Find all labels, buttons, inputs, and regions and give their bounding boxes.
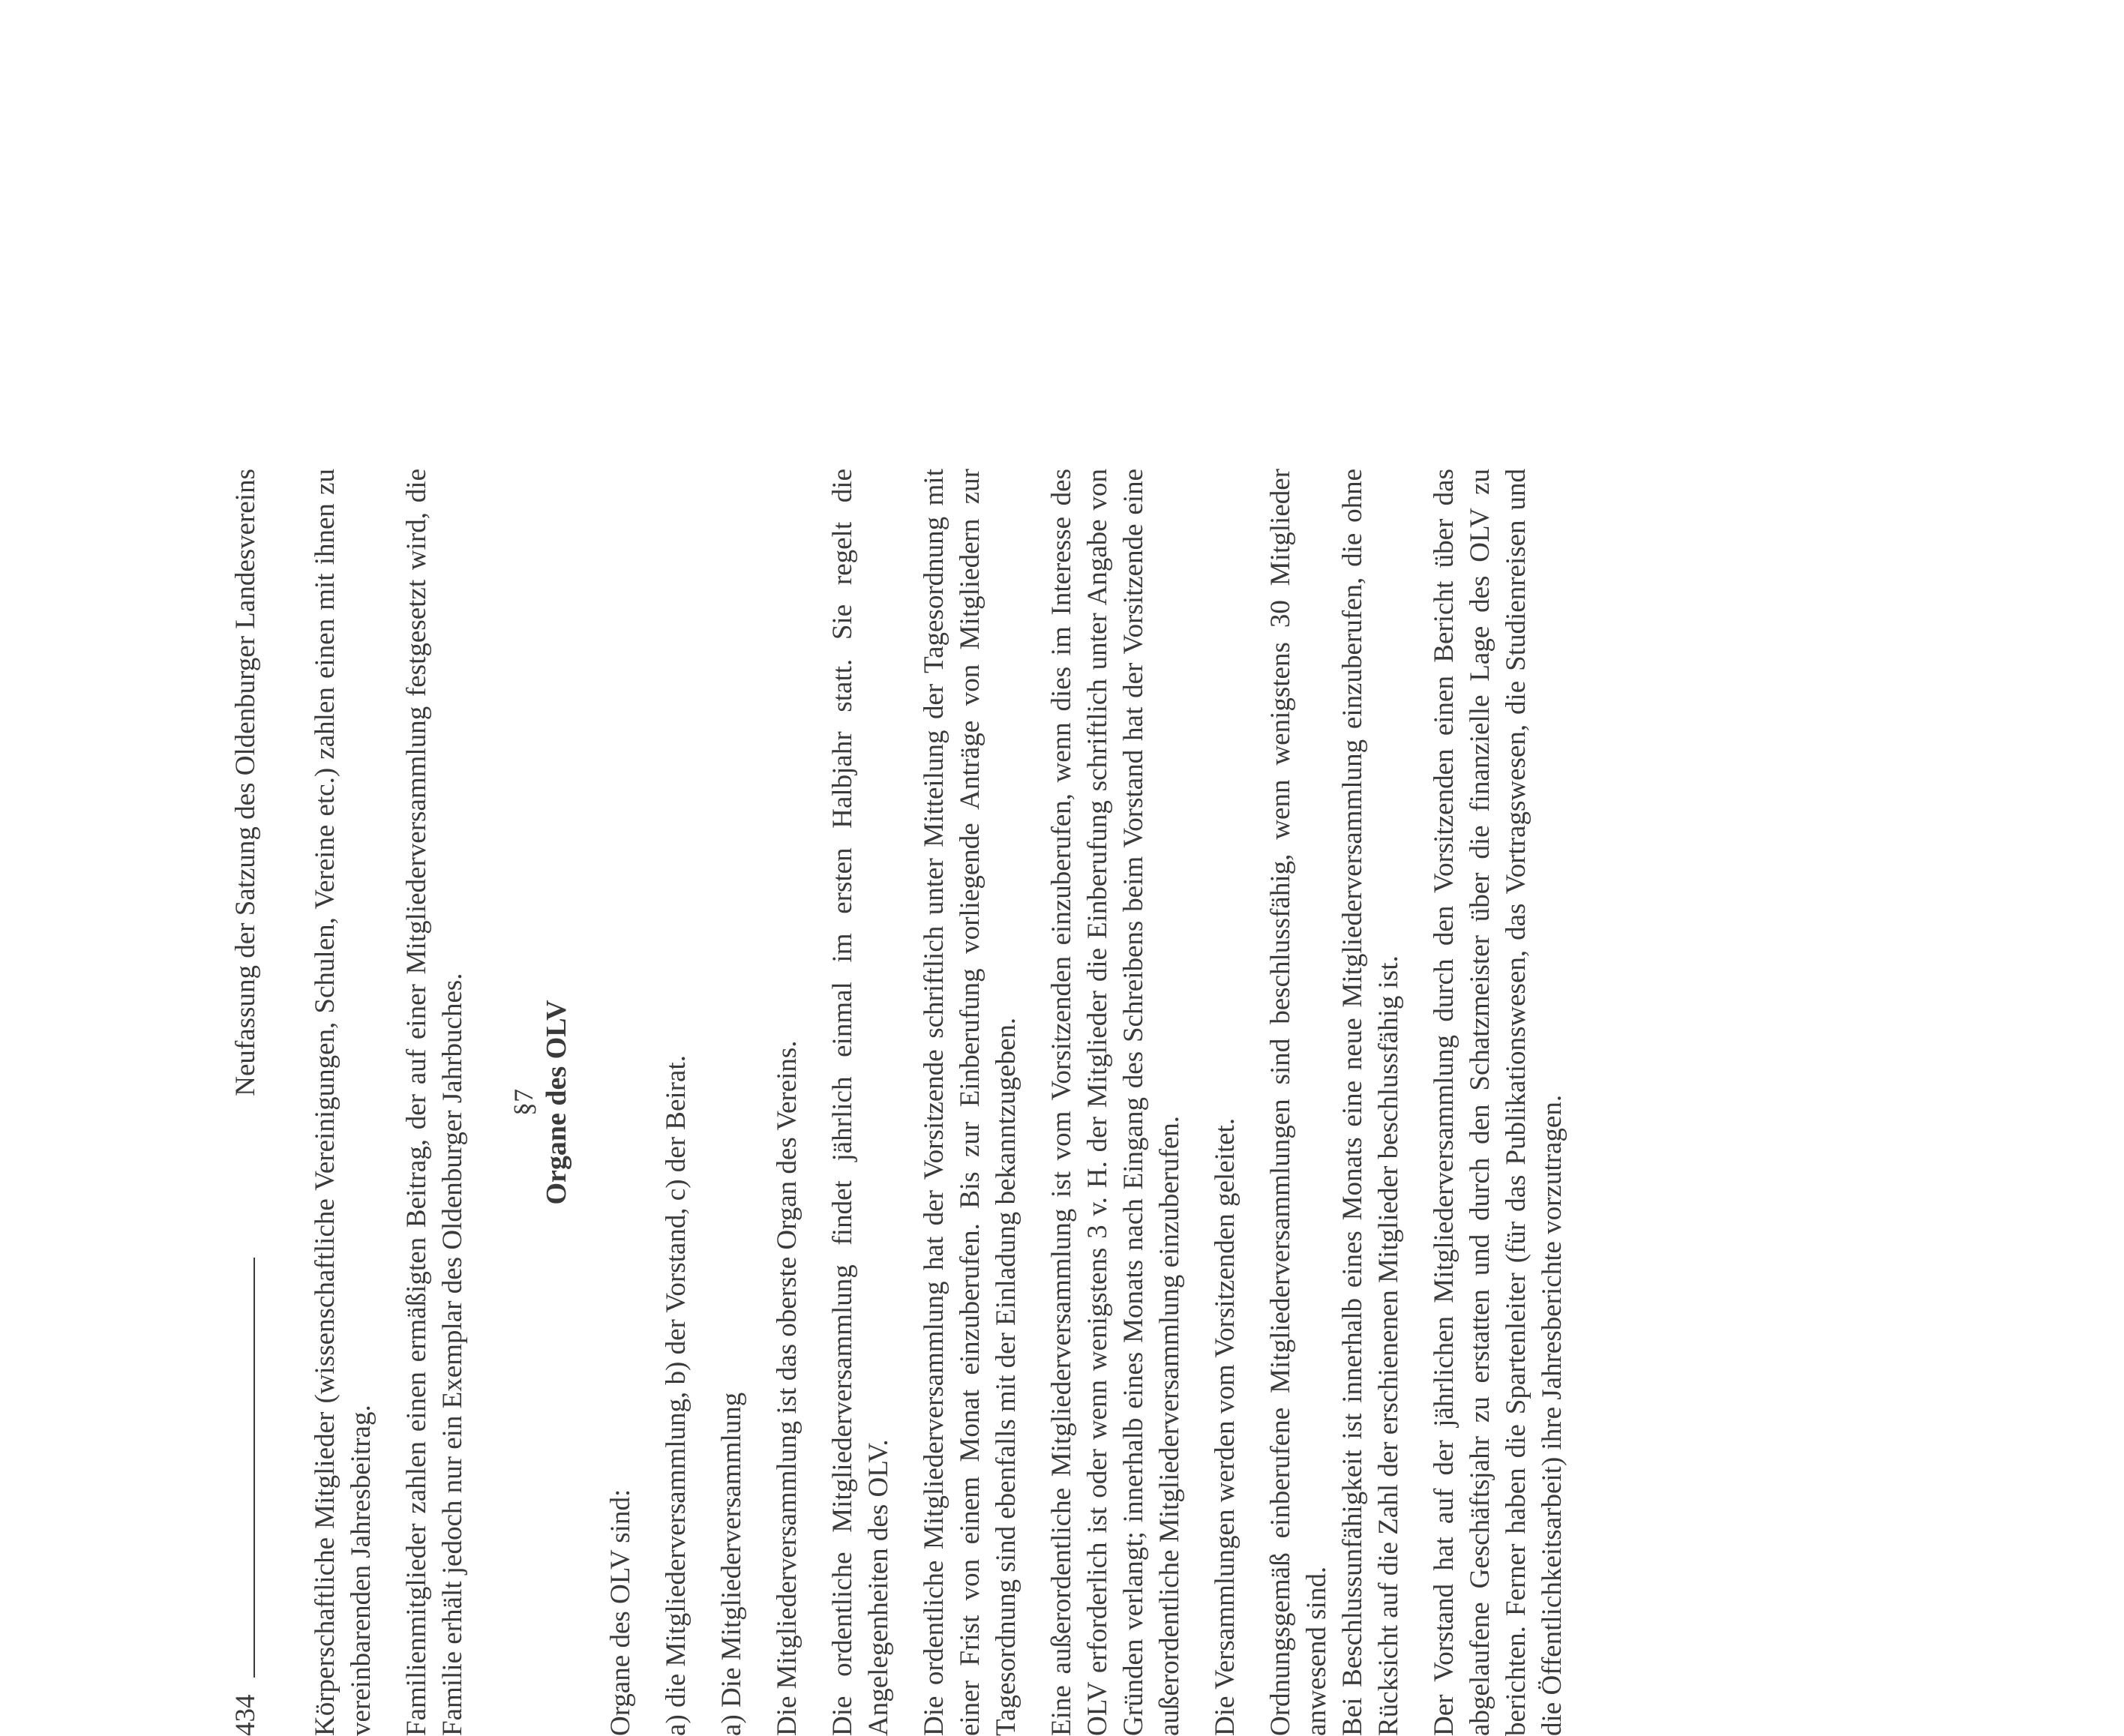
paragraph-subheading-assembly: a) Die Mitgliederversammlung <box>714 469 750 1736</box>
paragraph-convocation: Die ordentliche Mitgliederversammlung hat der Vorsitzende schriftlich unter Mitteilung der Tagesordnung mit einer Frist von einem Monat einzuberufen. Bis zur Einberufung vorliegende Anträge von Mitgliedern zur Tagesordnung sind ebenfalls mit der Einladung bekanntzugeben. <box>916 469 1024 1736</box>
page-header <box>225 469 264 1736</box>
document-page <box>225 469 1905 1736</box>
paragraph-assembly-supreme: Die Mitgliederversammlung ist das oberste Organ des Vereins. <box>770 469 806 1736</box>
section-title: Organe des OLV <box>540 469 573 1736</box>
paragraph-organs-intro: Organe des OLV sind: <box>603 469 639 1736</box>
paragraph-quorum: Ordnungsgemäß einberufene Mitgliederversammlungen sind beschlussfähig, wenn wenigstens 30 Mitglieder anwesend sind. Bei Beschlussunfähigkeit ist innerhalb eines Monats eine neue Mitgliederversammlung einzuberufen, die ohne Rücksicht auf die Zahl der erschienenen Mitglieder beschlussfähig ist. <box>1263 469 1407 1736</box>
paragraph-reports: Der Vorstand hat auf der jährlichen Mitgliederversammlung durch den Vorsitzenden einen Bericht über das abgelaufene Geschäftsjahr zu erstatten und durch den Schatzmeister über die finanzielle Lage des OLV zu berichten. Ferner haben die Spartenleiter (für das Publikationswesen, das Vortragswesen, die Studienreisen und die Öffentlichkeitsarbeit) ihre Jahresberichte vorzutragen. <box>1426 469 1570 1736</box>
page-number: 434 <box>228 1695 264 1736</box>
section-heading <box>507 469 573 1736</box>
running-title: Neufassung der Satzung des Oldenburger Landesvereins <box>228 469 264 1242</box>
section-number: §7 <box>507 469 540 1736</box>
paragraph-ordinary-assembly: Die ordentliche Mitgliederversammlung findet jährlich einmal im ersten Halbjahr statt. Sie regelt die Angelegenheiten des OLV. <box>825 469 897 1736</box>
paragraph-chairing: Die Versammlungen werden vom Vorsitzenden geleitet. <box>1208 469 1244 1736</box>
paragraph-membership-corporate: Körperschaftliche Mitglieder (wissenschaftliche Vereinigungen, Schulen, Vereine etc.) zahlen einen mit ihnen zu vereinbarenden Jahresbeitrag. <box>308 469 380 1736</box>
paragraph-extraordinary-assembly: Eine außerordentliche Mitgliederversammlung ist vom Vorsitzenden einzuberufen, wenn dies im Interesse des OLV erforderlich ist oder wenn wenigstens 3 v. H. der Mitglieder die Einberufung schriftlich unter Angabe von Gründen verlangt; innerhalb eines Monats nach Eingang des Schreibens beim Vorstand hat der Vorsitzende eine außerordentliche Mitgliederversammlung einzuberufen. <box>1044 469 1188 1736</box>
page-body <box>308 469 1590 1736</box>
paragraph-organs-list: a) die Mitgliederversammlung, b) der Vorstand, c) der Beirat. <box>658 469 694 1736</box>
header-rule <box>254 1258 255 1678</box>
paragraph-membership-family: Familienmitglieder zahlen einen ermäßigten Beitrag, der auf einer Mitgliederversammlung festgesetzt wird, die Familie erhält jedoch nur ein Exemplar des Oldenburger Jahrbuches. <box>399 469 471 1736</box>
page-inner <box>225 469 1905 1736</box>
